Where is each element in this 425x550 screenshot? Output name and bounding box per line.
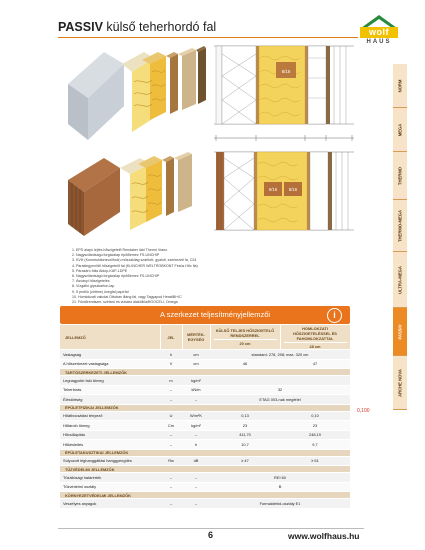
value-cell-b	[280, 376, 350, 386]
feature-cell: Éléstörtség	[60, 395, 160, 405]
table-row	[60, 411, 350, 421]
value-cell-a: 46	[210, 359, 280, 369]
value-cell-b: 248,19	[280, 430, 350, 440]
tab-passiv[interactable]: PASSIV	[393, 308, 407, 356]
table-section-row	[60, 466, 350, 473]
legend-item: 4. Párakiegyenlítő hőszigetelő fal (KLINCHER WELTROBKONT Fésüs Hőc fla)	[72, 263, 198, 268]
value-cell-a: 0,13	[210, 411, 280, 421]
table-section-row	[60, 492, 350, 499]
tab-arche-nova[interactable]: ARCHE NOVA	[393, 356, 407, 410]
table-row	[60, 395, 350, 405]
value-cell-b: ≥ 51	[280, 456, 350, 466]
symbol-cell: –	[160, 395, 182, 405]
symbol-cell: V	[160, 359, 182, 369]
section-label-bottom-b: 8/16	[288, 187, 298, 192]
unit-cell: cm	[182, 359, 210, 369]
section-label: ÉPÜLETFIZIKAI JELLEMZŐK	[60, 404, 350, 411]
value-cell: ETAG 003-nak megfelel	[210, 395, 350, 405]
value-cell-b: 23	[280, 421, 350, 431]
legend-item: 2. Nagyszilárdságú forgácslap építőlemez FS-UNCHIP	[72, 253, 160, 258]
feature-cell: Legnagyobb falú tömeg	[60, 376, 160, 386]
value-cell-b: 0,10	[280, 411, 350, 421]
unit-cell: –	[182, 473, 210, 483]
tab-thermo-mega[interactable]: THERMO-MEGA	[393, 200, 407, 252]
spec-section-header	[60, 306, 350, 324]
roof-icon	[361, 14, 397, 28]
table-row	[60, 482, 350, 492]
symbol-cell: h	[160, 350, 182, 360]
legend-item: 6. Nagyszilárdságú forgácslap építőlemez FS-UNCHIP	[72, 274, 160, 279]
tab-mega[interactable]: MEGA	[393, 108, 407, 152]
symbol-cell: Rw	[160, 456, 182, 466]
unit-cell: –	[182, 499, 210, 509]
col-variant-a: KÜLSŐ TELJES HŐSZIGETELŐ RENDSZERREL 20 cm	[210, 325, 280, 350]
section-label-top: 8/16	[281, 69, 291, 74]
page-number: 6	[208, 530, 214, 540]
wall-cutaway-illustration-top	[62, 42, 212, 142]
unit-cell: –	[182, 395, 210, 405]
page-title	[58, 20, 216, 34]
col-unit: MÉRTÉK- EGYSÉG	[182, 325, 210, 350]
feature-cell: Hőtároló tömeg	[60, 421, 160, 431]
legend-item: 10. Homlokzati vakolat Ottoban illáng fal, vagy Tagyapod HeratiBi+IC	[72, 294, 182, 299]
value-cell-a: 10,7	[210, 440, 280, 450]
table-row	[60, 350, 350, 360]
materials-legend	[72, 248, 302, 305]
unit-cell: kN/m	[182, 385, 210, 395]
feature-cell: Hőcsillapítás	[60, 430, 160, 440]
unit-cell: dB	[182, 456, 210, 466]
symbol-cell: –	[160, 385, 182, 395]
feature-cell: A hőszerkezet vastagsága	[60, 359, 160, 369]
unit-cell: h	[182, 440, 210, 450]
wolf-haus-logo	[357, 14, 401, 48]
symbol-cell: –	[160, 499, 182, 509]
symbol-cell: –	[160, 473, 182, 483]
unit-cell: cm	[182, 350, 210, 360]
spec-header-title: A szerkezet teljesítményjellemzői	[160, 310, 271, 319]
value-cell-b: 9,7	[280, 440, 350, 450]
table-row	[60, 456, 350, 466]
value-cell: Formaldehid-osztály E1	[210, 499, 350, 509]
table-section-row	[60, 449, 350, 456]
col-symbol: JEL	[160, 325, 182, 350]
legend-item: 5. Párazáró fólia Aldop-KAP-LDPE	[72, 268, 128, 273]
unit-cell: kg/m²	[182, 376, 210, 386]
feature-cell: Tűzállósági határérték	[60, 473, 160, 483]
wall-section-drawing-top	[214, 38, 354, 130]
table-header-row	[60, 325, 350, 350]
legend-item: 1. EPS alapú lejtés hőszigetelő Rendaker lábi Thermi Vrano	[72, 248, 168, 252]
table-row	[60, 359, 350, 369]
symbol-cell: Cm	[160, 421, 182, 431]
section-label: ÉPÜLETAKUSZTIKAI JELLEMZŐK	[60, 449, 350, 456]
tab-thermo[interactable]: THERMO	[393, 152, 407, 200]
feature-cell: Veszélyes anyagok	[60, 499, 160, 509]
unit-cell: –	[182, 430, 210, 440]
value-cell: REI 60	[210, 473, 350, 483]
symbol-cell: –	[160, 440, 182, 450]
symbol-cell: –	[160, 482, 182, 492]
symbol-cell: m	[160, 376, 182, 386]
unit-cell: W/m²K	[182, 411, 210, 421]
side-note-value: 0,100	[357, 408, 370, 414]
info-icon: i	[327, 308, 342, 323]
section-label-bottom-a: 6/16	[268, 187, 278, 192]
table-row	[60, 421, 350, 431]
legend-item: 3. KVH (Konstruktionsvollholz) műszakilag szárított, gyalult, szerkezeti fa, C24	[72, 258, 197, 263]
value-cell-b: 47	[280, 359, 350, 369]
unit-cell: –	[182, 482, 210, 492]
table-section-row	[60, 404, 350, 411]
feature-cell: Hőátbocsátási tényező	[60, 411, 160, 421]
feature-cell: Súlyozott léghanggátlási hanggyengítés	[60, 456, 160, 466]
table-row	[60, 473, 350, 483]
symbol-cell: U	[160, 411, 182, 421]
website-url[interactable]: www.wolfhaus.hu	[288, 531, 360, 541]
col-variant-b: HOMLOKZATI HŐSZIGETELÉSSEL ÉS FAHOMLOKZATTAL 28 cm	[280, 325, 350, 350]
section-label: KÖRNYEZETVÉDELMI JELLEMZŐK	[60, 492, 350, 499]
feature-cell: Hőkésleltés	[60, 440, 160, 450]
value-cell-a	[210, 376, 280, 386]
legend-item: 21. Fürdőrendszer, szétárú és vizsáró alaköltözőfGOCELI, Omega	[72, 300, 178, 305]
wall-cutaway-illustration-bottom	[64, 150, 214, 240]
table-row	[60, 499, 350, 509]
table-row	[60, 385, 350, 395]
title-rest: külső teherhordó fal	[102, 20, 217, 34]
section-label: TARTÓSZERKEZETI JELLEMZŐK	[60, 369, 350, 376]
tab-norm[interactable]: NORM	[393, 64, 407, 108]
table-section-row	[60, 369, 350, 376]
title-bold: PASSIV	[58, 20, 103, 34]
value-cell-a: ≥ 47	[210, 456, 280, 466]
symbol-cell: –	[160, 430, 182, 440]
table-row	[60, 440, 350, 450]
legend-item: 7. Ásványi hőszigetelés	[72, 279, 110, 284]
footer-rule	[58, 528, 364, 529]
value-cell: B	[210, 482, 350, 492]
dimension-strip	[214, 132, 354, 144]
tab-ultra-mega[interactable]: ULTRA-MEGA	[393, 252, 407, 308]
logo-sub: HAUS	[366, 39, 392, 45]
section-label: TŰZVÉDELMI JELLEMZŐK	[60, 466, 350, 473]
legend-item: 9. 5 profilú (zöttme) üvegfal papírfal	[72, 289, 129, 294]
value-cell: standard: 278, 298; max. 320 cm	[210, 350, 350, 360]
feature-cell: Tűzvédelmi osztály	[60, 482, 160, 492]
value-cell-a: 411,70	[210, 430, 280, 440]
table-row	[60, 376, 350, 386]
performance-table	[60, 325, 351, 508]
value-cell-a: 23	[210, 421, 280, 431]
feature-cell: Vastagság	[60, 350, 160, 360]
wall-section-drawing-bottom	[214, 148, 354, 234]
table-row	[60, 430, 350, 440]
logo-brand: wolf	[360, 27, 398, 38]
feature-cell: Teherbírás	[60, 385, 160, 395]
value-cell: 32	[210, 385, 350, 395]
unit-cell: kg/m²	[182, 421, 210, 431]
col-feature: JELLEMZŐ	[60, 325, 160, 350]
legend-item: 8. Vízgátló gipszkarton-lap	[72, 284, 115, 289]
